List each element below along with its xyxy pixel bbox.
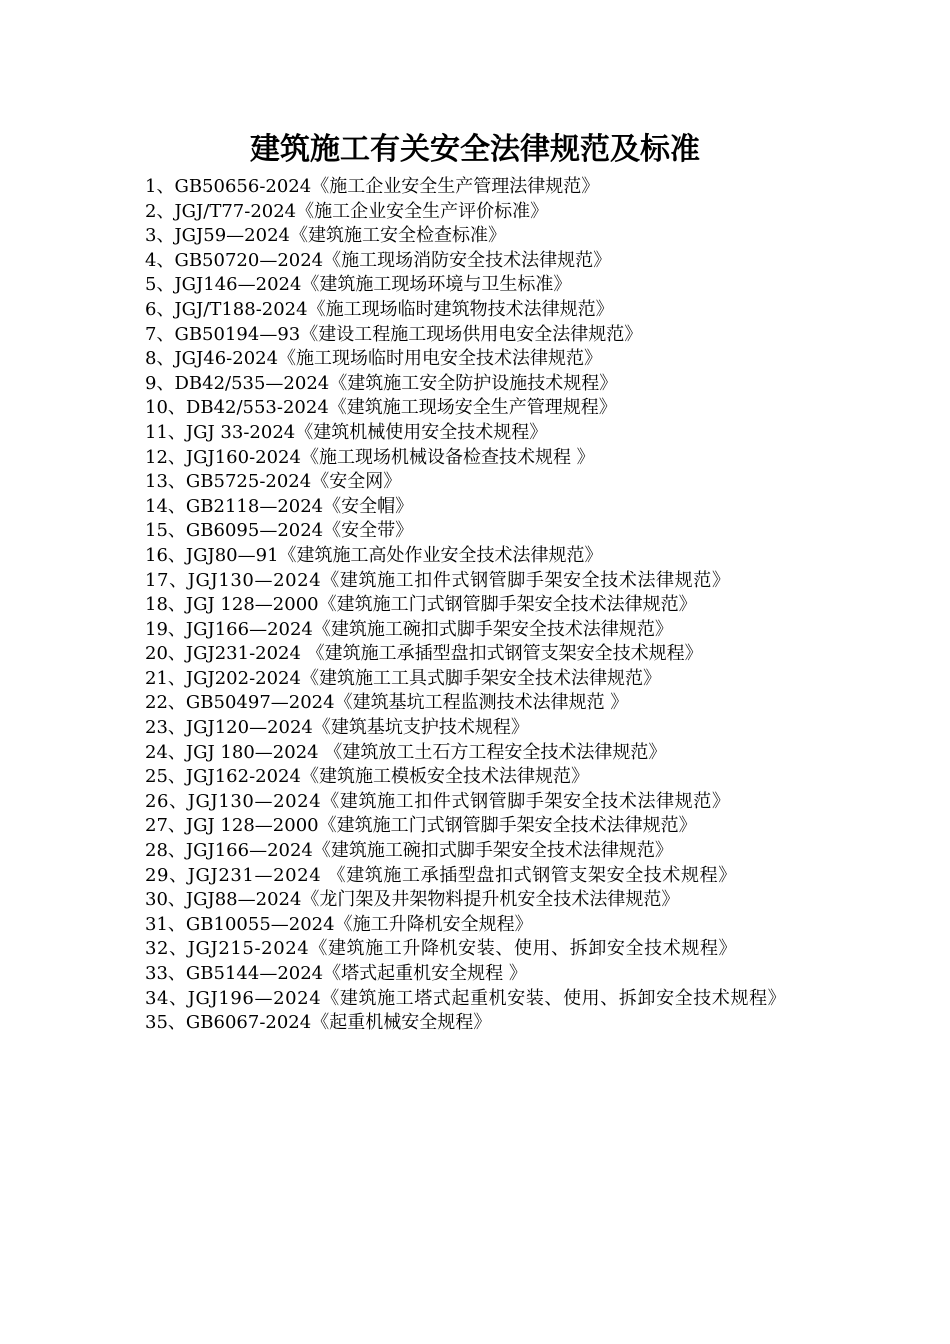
list-item: 7、GB50194—93《建设工程施工现场供用电安全法律规范》: [145, 323, 643, 345]
list-item: 32、JGJ215-2024《建筑施工升降机安装、使用、拆卸安全技术规程》: [145, 938, 738, 960]
standards-list: [145, 175, 810, 1036]
list-item: 17、JGJ130—2024《建筑施工扣件式钢管脚手架安全技术法律规范》: [145, 569, 731, 591]
list-item: 10、DB42/553-2024《建筑施工现场安全生产管理规程》: [145, 397, 617, 419]
list-item: 4、GB50720—2024《施工现场消防安全技术法律规范》: [145, 249, 612, 271]
list-item: 24、JGJ 180—2024 《建筑放工土石方工程安全技术法律规范》: [145, 741, 667, 763]
list-item: 35、GB6067-2024《起重机械安全规程》: [145, 1012, 492, 1034]
list-item: 8、JGJ46-2024《施工现场临时用电安全技术法律规范》: [145, 348, 603, 370]
list-item: 11、JGJ 33-2024《建筑机械使用安全技术规程》: [145, 421, 548, 443]
document-title: 建筑施工有关安全法律规范及标准: [250, 132, 700, 167]
list-item: 34、JGJ196—2024《建筑施工塔式起重机安装、使用、拆卸安全技术规程》: [145, 987, 787, 1009]
list-item: 28、JGJ166—2024《建筑施工碗扣式脚手架安全技术法律规范》: [145, 840, 673, 862]
list-item: 1、GB50656-2024《施工企业安全生产管理法律规范》: [145, 176, 600, 197]
list-item: 20、JGJ231-2024 《建筑施工承插型盘扣式钢管支架安全技术规程》: [145, 643, 703, 665]
list-item: 25、JGJ162-2024《建筑施工模板安全技术法律规范》: [145, 766, 589, 788]
list-item: 22、GB50497—2024《建筑基坑工程监测技术法律规范 》: [145, 692, 629, 714]
list-item: 6、JGJ/T188-2024《施工现场临时建筑物技术法律规范》: [145, 298, 614, 320]
list-item: 13、GB5725-2024《安全网》: [145, 471, 402, 493]
list-item: 3、JGJ59—2024《建筑施工安全检查标准》: [145, 225, 506, 247]
list-item: 19、JGJ166—2024《建筑施工碗扣式脚手架安全技术法律规范》: [145, 618, 673, 640]
list-item: 30、JGJ88—2024《龙门架及井架物料提升机安全技术法律规范》: [145, 889, 680, 911]
list-item: 9、DB42/535—2024《建筑施工安全防护设施技术规程》: [145, 372, 618, 394]
list-item: 5、JGJ146—2024《建筑施工现场环境与卫生标准》: [145, 274, 572, 296]
list-item: 15、GB6095—2024《安全带》: [145, 520, 414, 542]
list-item: 14、GB2118—2024《安全帽》: [145, 495, 414, 517]
list-item: 18、JGJ 128—2000《建筑施工门式钢管脚手架安全技术法律规范》: [145, 594, 697, 616]
list-item: 21、JGJ202-2024《建筑施工工具式脚手架安全技术法律规范》: [145, 667, 661, 689]
list-item: 27、JGJ 128—2000《建筑施工门式钢管脚手架安全技术法律规范》: [145, 815, 697, 837]
list-item: 33、GB5144—2024《塔式起重机安全规程 》: [145, 963, 527, 984]
list-item: 26、JGJ130—2024《建筑施工扣件式钢管脚手架安全技术法律规范》: [145, 790, 731, 812]
list-item: 16、JGJ80—91《建筑施工高处作业安全技术法律规范》: [145, 544, 603, 566]
list-item: 23、JGJ120—2024《建筑基坑支护技术规程》: [145, 717, 529, 739]
list-item: 31、GB10055—2024《施工升降机安全规程》: [145, 913, 533, 935]
list-item: 29、JGJ231—2024 《建筑施工承插型盘扣式钢管支架安全技术规程》: [145, 864, 737, 886]
list-item: 12、JGJ160-2024《施工现场机械设备检查技术规程 》: [145, 446, 595, 468]
list-item: 2、JGJ/T77-2024《施工企业安全生产评价标准》: [145, 200, 549, 222]
